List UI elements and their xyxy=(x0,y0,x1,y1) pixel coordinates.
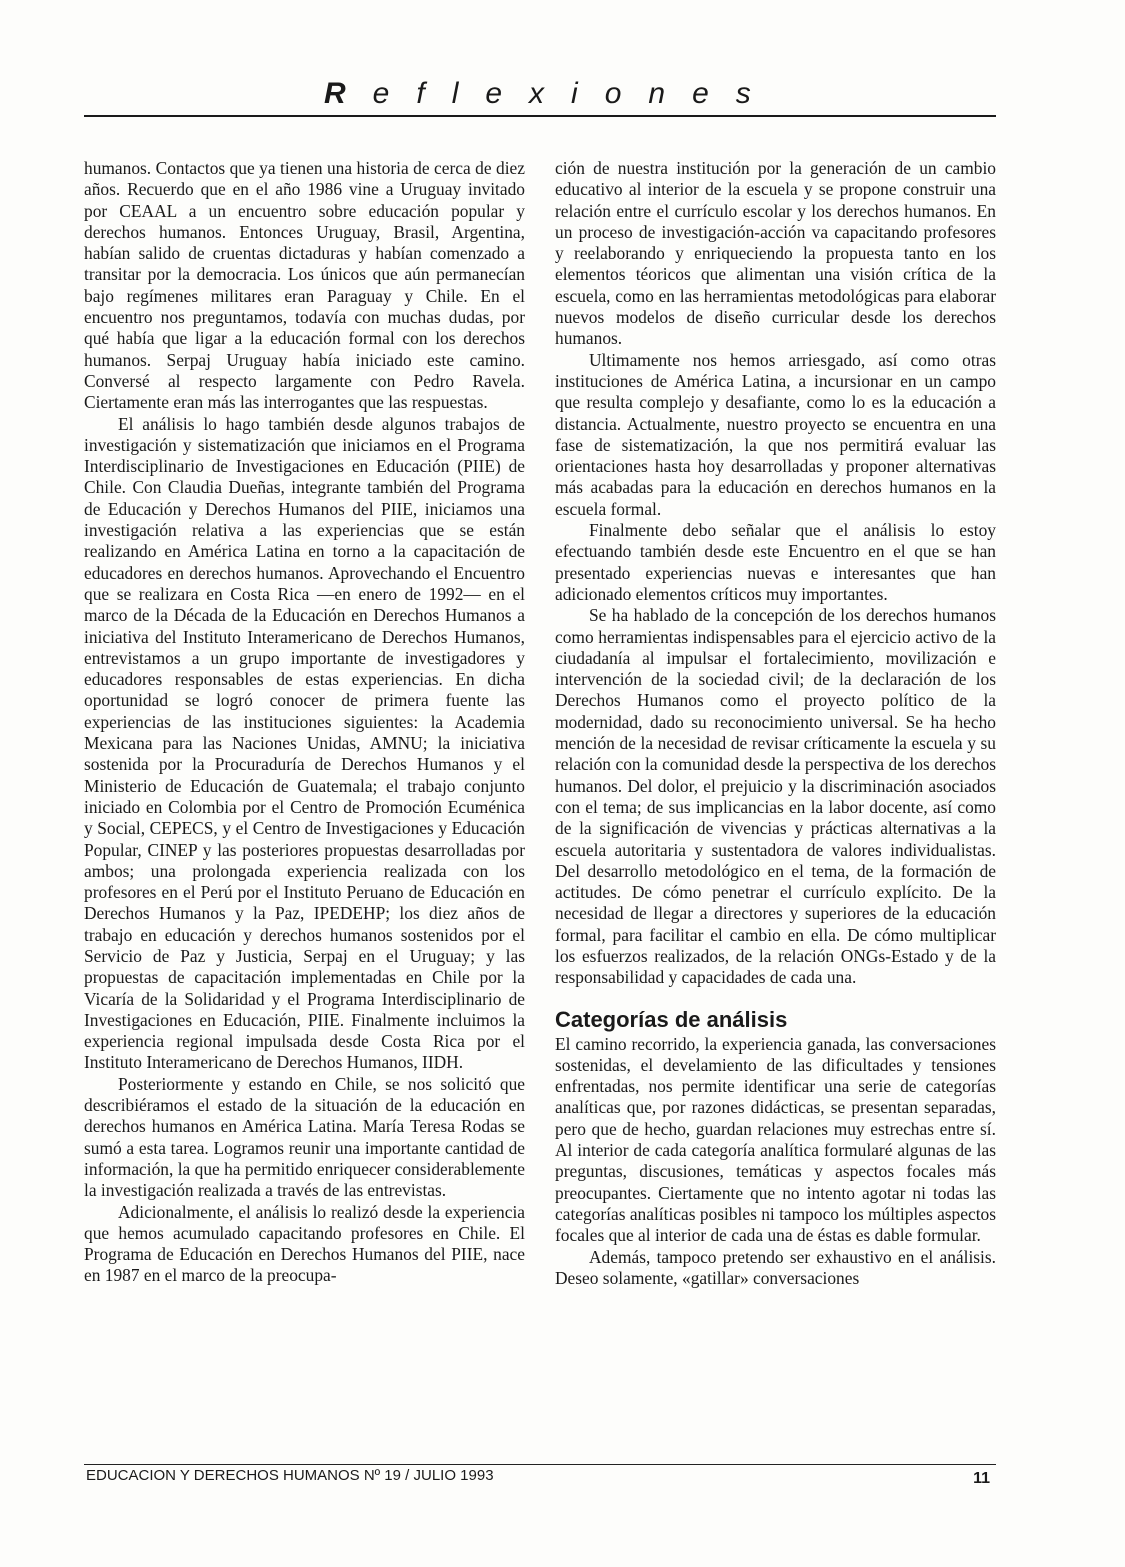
paragraph: Además, tampoco pretendo ser exhaustivo en el análisis. Deseo solamente, «gatillar» conversaciones xyxy=(555,1246,996,1288)
right-column xyxy=(555,158,996,1289)
paragraph: Adicionalmente, el análisis lo realizó desde la experiencia que hemos acumulado capacitando profesores en Chile. El Programa de Educación en Derechos Humanos del PIIE, nace en 1987 en el marco de la preocupa- xyxy=(84,1201,525,1286)
paragraph: Ultimamente nos hemos arriesgado, así como otras instituciones de América Latina, a incursionar en un campo que resulta complejo y desafiante, como lo es la educación a distancia. Actualmente, nuestro proyecto se encuentra en una fase de sistematización, la que nos permitirá evaluar las orientaciones hasta hoy desarrolladas y proponer alternativas más acabadas para la educación en derechos humanos en la escuela formal. xyxy=(555,349,996,519)
page-footer xyxy=(84,1464,996,1487)
paragraph: humanos. Contactos que ya tienen una historia de cerca de diez años. Recuerdo que en el año 1986 vine a Uruguay invitado por CEAAL a un encuentro sobre educación popular y derechos humanos. Entonces Uruguay, Brasil, Argentina, habían salido de cruentas dictaduras y habían comenzado a transitar por la democracia. Los únicos que aún permanecían bajo regímenes militares eran Paraguay y Chile. En el encuentro nos preguntamos, todavía con muchas dudas, por qué había que ligar a la educación formal con los derechos humanos. Serpaj Uruguay había iniciado este camino. Conversé al respecto largamente con Pedro Ravela. Ciertamente eran más las interrogantes que las respuestas. xyxy=(84,158,525,413)
paragraph: El análisis lo hago también desde algunos trabajos de investigación y sistematización que iniciamos en el Programa Interdisciplinario de Investigaciones en Educación (PIIE) de Chile. Con Claudia Dueñas, integrante también del Programa de Educación y Derechos Humanos del PIIE, iniciamos una investigación relativa a las experiencias que se están realizando en América Latina en torno a la capacitación de educadores en derechos humanos. Aprovechando el Encuentro que se realizara en Costa Rica —en enero de 1992— en el marco de la Década de la Educación en Derechos Humanos a iniciativa del Instituto Interamericano de Derechos Humanos, entrevistamos a un grupo importante de investigadores y educadores responsables de estas experiencias. En dicha oportunidad se logró conocer de primera fuente las experiencias de las instituciones siguientes: la Academia Mexicana para las Naciones Unidas, AMNU; la iniciativa sostenida por la Procuraduría de Derechos Humanos y el Ministerio de Educación de Guatemala; el trabajo conjunto iniciado en Colombia por el Centro de Promoción Ecuménica y Social, CEPECS, y el Centro de Investigaciones y Educación Popular, CINEP y las posteriores propuestas desarrolladas por ambos; una prolongada experiencia realizada con los profesores en el Perú por el Instituto Peruano de Educación en Derechos Humanos y la Paz, IPEDEHP; los diez años de trabajo en educación y derechos humanos sostenidos por el Servicio de Paz y Justicia, Serpaj en el Uruguay; y las propuestas de capacitación implementadas en Chile por la Vicaría de la Solidaridad y el Programa Interdisciplinario de Investigaciones en Educación, PIIE. Finalmente incluimos la experiencia regional impulsada desde Costa Rica por el Instituto Interamericano de Derechos Humanos, IIDH. xyxy=(84,413,525,1073)
section-title-initial: R xyxy=(324,77,373,110)
running-header xyxy=(84,74,996,118)
paragraph: Finalmente debo señalar que el análisis lo estoy efectuando también desde este Encuentro en el que se han presentado experiencias nuevas e interesantes que han adicionado elementos críticos muy importantes. xyxy=(555,520,996,604)
page-number: 11 xyxy=(973,1470,990,1487)
section-title-rest: eflexiones xyxy=(372,77,778,110)
footer-rule xyxy=(84,1464,996,1465)
publication-info: EDUCACION Y DERECHOS HUMANOS Nº 19 / JULIO 1993 xyxy=(86,1467,494,1484)
header-rule xyxy=(84,115,996,117)
paragraph: El camino recorrido, la experiencia ganada, las conversaciones sostenidas, el develamiento de las dificultades y tensiones enfrentadas, nos permite identificar una serie de categorías analíticas que, por razones didácticas, se presentan separadas, pero que de hecho, guardan relaciones muy estrechas entre sí. Al interior de cada categoría analítica formularé algunas de las preguntas, discusiones, temáticas y aspectos focales más preocupantes. Ciertamente que no intento agotar ni todas las categorías analíticas posibles ni tampoco los múltiples aspectos focales que al interior de cada una de éstas es dable formular. xyxy=(555,1033,996,1246)
left-column xyxy=(84,158,525,1287)
paragraph: Se ha hablado de la concepción de los derechos humanos como herramientas indispensables para el ejercicio activo de la ciudadanía al impulsar el fortalecimiento, movilización e intervención de la sociedad civil; de la declaración de los Derechos Humanos como el proyecto político de la modernidad, dado su reconocimiento universal. Se ha hecho mención de la necesidad de revisar críticamente la escuela y su relación con la comunidad desde la perspectiva de los derechos humanos. Del dolor, el prejuicio y la discriminación asociados con el tema; de sus implicancias en la labor docente, así como de la significación de vivencias y prácticas alternativas a la escuela autoritaria y sustentadora de valores individualistas. Del desarrollo metodológico en el tema, de la formación de actitudes. De cómo penetrar el currículo explícito. De la necesidad de llegar a directores y superiores de la educación formal, para facilitar el cambio en ella. De cómo multiplicar los esfuerzos realizados, de la relación ONGs-Estado y de la responsabilidad y capacidades de cada una. xyxy=(555,605,996,988)
paragraph: Posteriormente y estando en Chile, se nos solicitó que describiéramos el estado de la situación de la educación en derechos humanos en América Latina. María Teresa Rodas se sumó a esta tarea. Logramos reunir una importante cantidad de información, la que ha permitido enriquecer considerablemente la investigación realizada a través de las entrevistas. xyxy=(84,1073,525,1201)
section-heading: Categorías de análisis xyxy=(555,1006,788,1032)
paragraph: ción de nuestra institución por la generación de un cambio educativo al interior de la escuela y se propone construir una relación entre el currículo escolar y los derechos humanos. En un proceso de investigación-acción va capacitando profesores y reelaborando y enriqueciendo la propuesta tanto en los elementos téoricos que alimentan una visión crítica de la escuela, como en las herramientas metodológicas para elaborar nuevos modelos de diseño curricular desde los derechos humanos. xyxy=(555,158,996,349)
section-title xyxy=(324,74,844,114)
